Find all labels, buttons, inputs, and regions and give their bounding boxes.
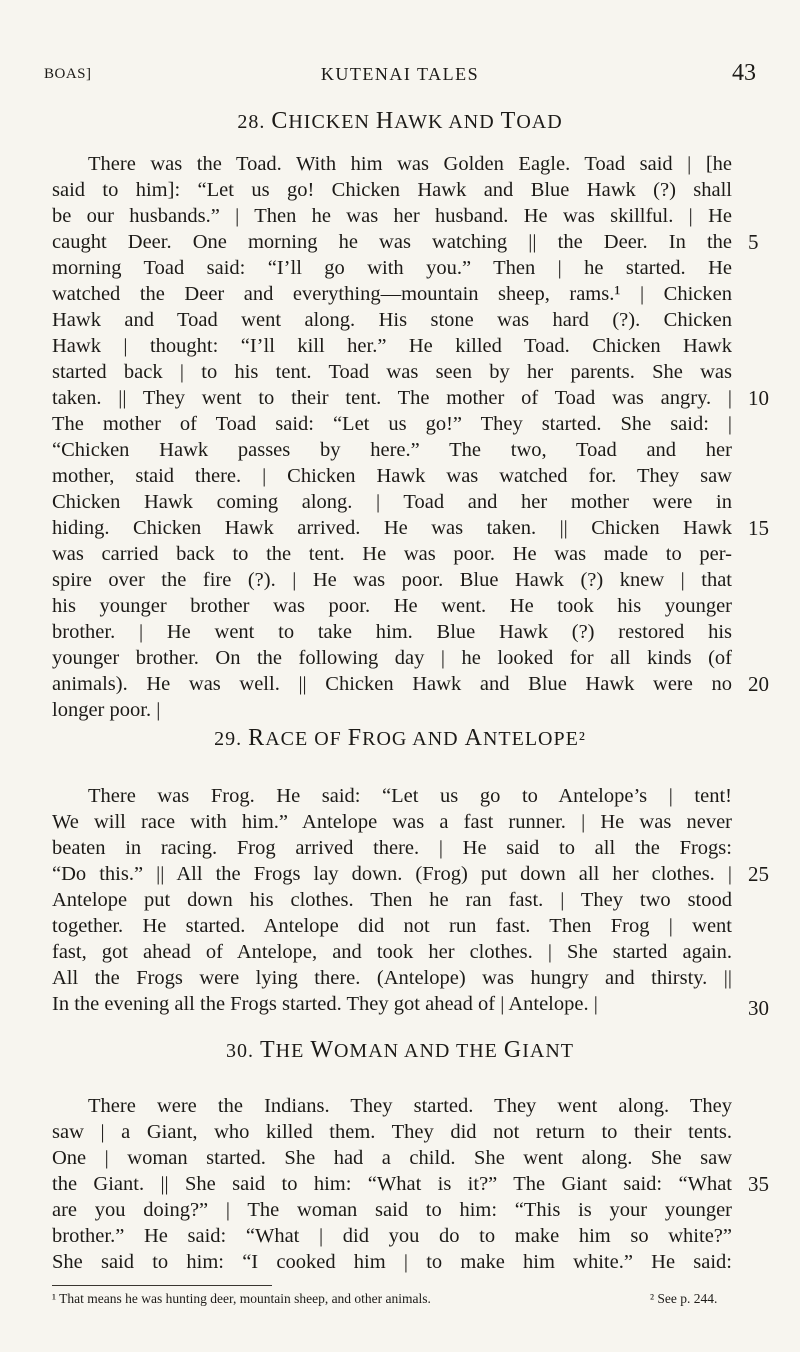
text-line: mother, staid there. | Chicken Hawk was watched for. They saw [52,465,732,487]
text-line: the Giant. || She said to him: “What is it?” The Giant said: “What [52,1173,732,1195]
text-line: We will race with him.” Antelope was a fast runner. | He was never [52,811,732,833]
text-line: started back | to his tent. Toad was seen by her parents. She was [52,361,732,383]
text-line: said to him]: “Let us go! Chicken Hawk and Blue Hawk (?) shall [52,179,732,201]
line-number: 35 [748,1172,769,1196]
text-line: his younger brother was poor. He went. He took his younger [52,595,732,617]
line-number: 5 [748,230,759,254]
running-head [44,62,756,88]
line-number: 15 [748,516,769,540]
text-line: Chicken Hawk coming along. | Toad and her mother were in [52,491,732,513]
text-line: The mother of Toad said: “Let us go!” They started. She said: | [52,413,732,435]
text-line: Hawk | thought: “I’ll kill her.” He killed Toad. Chicken Hawk [52,335,732,357]
line-number: 10 [748,386,769,410]
line-number: 20 [748,672,769,696]
text-line: hiding. Chicken Hawk arrived. He was taken. || Chicken Hawk [52,517,732,539]
section-30-title: 30. THE WOMAN AND THE GIANT [225,1037,574,1063]
text-line: morning Toad said: “I’ll go with you.” Then | he started. He [52,257,732,279]
text-line: Antelope put down his clothes. Then he ran fast. | They two stood [52,889,732,911]
text-line: taken. || They went to their tent. The mother of Toad was angry. | [52,387,732,409]
text-line: Hawk and Toad went along. His stone was hard (?). Chicken [52,309,732,331]
text-line: caught Deer. One morning he was watching || the Deer. In the [52,231,732,253]
text-line: animals). He was well. || Chicken Hawk and Blue Hawk were no [52,673,732,695]
text-line: together. He started. Antelope did not run fast. Then Frog | went [52,915,732,937]
text-line: “Do this.” || All the Frogs lay down. (Frog) put down all her clothes. | [52,863,732,885]
text-line: There were the Indians. They started. They went along. They [88,1095,732,1117]
text-line: “Chicken Hawk passes by here.” The two, Toad and her [52,439,732,461]
text-line: beaten in racing. Frog arrived there. | He said to all the Frogs: [52,837,732,859]
footnote-2: ² See p. 244. [650,1291,718,1306]
section-29-title: 29. RACE OF FROG AND ANTELOPE² [214,725,586,751]
text-line: spire over the fire (?). | He was poor. Blue Hawk (?) knew | that [52,569,732,591]
text-line: She said to him: “I cooked him | to make him white.” He said: [52,1251,732,1273]
text-line: There was Frog. He said: “Let us go to Antelope’s | tent! [88,785,732,807]
text-line: be our husbands.” | Then he was her husband. He was skillful. | He [52,205,732,227]
page-number: 43 [732,60,756,86]
text-line: was carried back to the tent. He was poor. He was made to per- [52,543,732,565]
section-28-title: 28. CHICKEN HAWK AND TOAD [237,108,563,134]
text-line: younger brother. On the following day | he looked for all kinds (of [52,647,732,669]
text-line: brother. | He went to take him. Blue Hawk (?) restored his [52,621,732,643]
text-line: fast, got ahead of Antelope, and took her clothes. | She started again. [52,941,732,963]
text-line: longer poor. | [52,699,161,721]
footnote-rule [52,1285,272,1286]
running-head-author: BOAS] [44,66,92,82]
text-line: brother.” He said: “What | did you do to make him so white?” [52,1225,732,1247]
text-line: All the Frogs were lying there. (Antelope) was hungry and thirsty. || [52,967,732,989]
line-number: 25 [748,862,769,886]
text-line: watched the Deer and everything—mountain sheep, rams.¹ | Chicken [52,283,732,305]
text-line: saw | a Giant, who killed them. They did not return to their tents. [52,1121,732,1143]
line-number: 30 [748,996,769,1020]
running-head-title: KUTENAI TALES [320,64,480,84]
text-line: There was the Toad. With him was Golden Eagle. Toad said | [he [88,153,732,175]
text-line: are you doing?” | The woman said to him: “This is your younger [52,1199,732,1221]
text-line: In the evening all the Frogs started. They got ahead of | Antelope. | [52,993,598,1015]
text-line: One | woman started. She had a child. She went along. She saw [52,1147,732,1169]
footnote-1: ¹ That means he was hunting deer, mountain sheep, and other animals. [52,1291,431,1306]
